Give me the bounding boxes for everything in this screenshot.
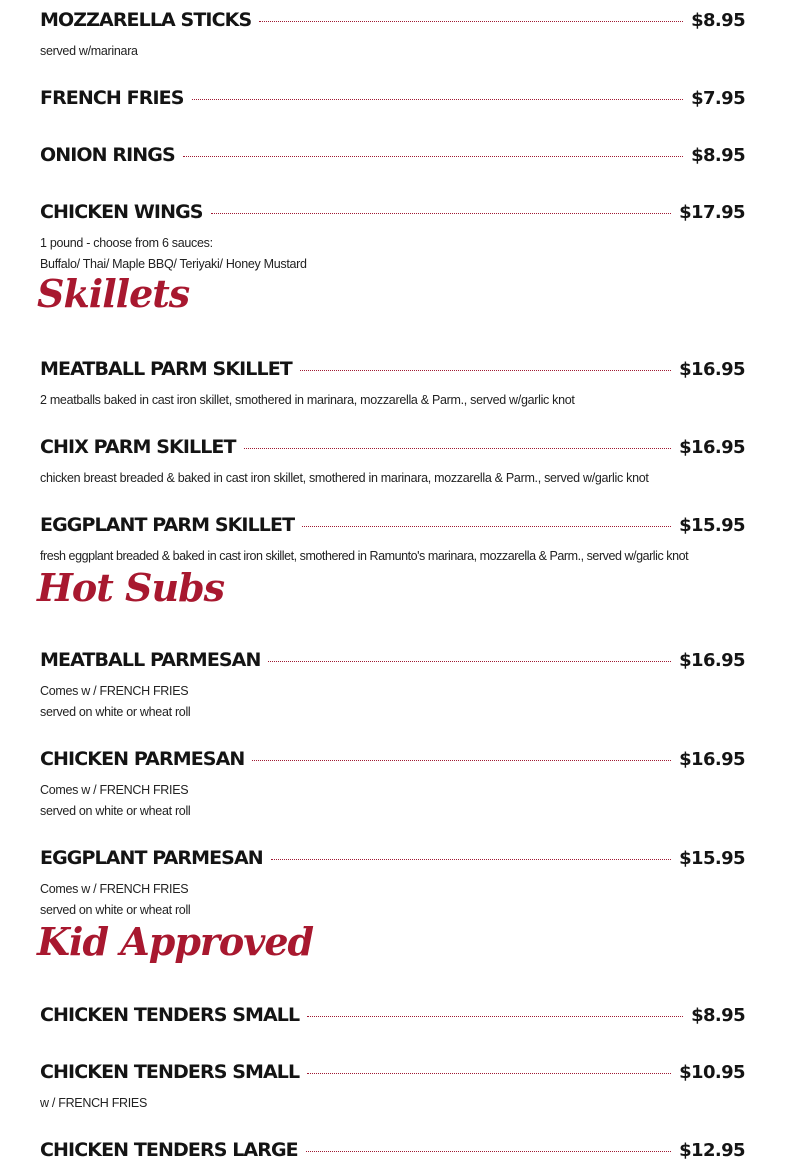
item-description [40,681,745,723]
item-name: ONION RINGS [40,144,175,166]
item-price: $16.95 [679,748,745,770]
item-price: $8.95 [691,144,745,166]
dotted-leader [252,760,671,761]
menu-item-chicken-tenders-small-fries [40,1058,745,1086]
description-line: 1 pound - choose from 6 sauces: [40,236,213,250]
menu-item-eggplant-parmesan [40,844,745,872]
description-line: Comes w / FRENCH FRIES [40,684,189,698]
menu-item-chicken-parmesan [40,745,745,773]
menu-item-eggplant-parm-skillet [40,511,745,539]
item-description [40,468,745,489]
item-name: CHIX PARM SKILLET [40,436,236,458]
item-name: FRENCH FRIES [40,87,184,109]
item-price: $15.95 [679,847,745,869]
item-price: $8.95 [691,9,745,31]
item-description [40,41,745,62]
menu-item-mozzarella-sticks [40,6,745,34]
item-name: MOZZARELLA STICKS [40,9,252,31]
dotted-leader [244,448,672,449]
item-price: $12.95 [679,1139,745,1161]
menu-item-chicken-tenders-small [40,1001,745,1029]
item-description [40,879,745,921]
menu-item-french-fries [40,84,745,112]
item-name: MEATBALL PARMESAN [40,649,261,671]
item-price: $16.95 [679,358,745,380]
dotted-leader [211,213,672,214]
item-description [40,780,745,822]
dotted-leader [271,859,671,860]
description-line: 2 meatballs baked in cast iron skillet, smothered in marinara, mozzarella & Parm., served w/garlic knot [40,393,575,407]
item-name: MEATBALL PARM SKILLET [40,358,292,380]
item-name: CHICKEN TENDERS LARGE [40,1139,298,1161]
section-title-hot-subs: Hot Subs [37,565,225,610]
menu-item-chix-parm-skillet [40,433,745,461]
item-price: $16.95 [679,649,745,671]
item-description [40,390,745,411]
item-price: $16.95 [679,436,745,458]
description-line: served on white or wheat roll [40,804,191,818]
description-line: served on white or wheat roll [40,903,191,917]
menu-item-meatball-parmesan [40,646,745,674]
dotted-leader [268,661,671,662]
description-line: Comes w / FRENCH FRIES [40,882,189,896]
description-line: fresh eggplant breaded & baked in cast iron skillet, smothered in Ramunto's marinara, mozzarella & Parm., served w/garlic knot [40,549,689,563]
item-name: EGGPLANT PARMESAN [40,847,263,869]
description-line: Comes w / FRENCH FRIES [40,783,189,797]
dotted-leader [183,156,683,157]
description-line: w / FRENCH FRIES [40,1096,148,1110]
item-name: CHICKEN TENDERS SMALL [40,1061,300,1083]
dotted-leader [192,99,684,100]
item-price: $8.95 [691,1004,745,1026]
item-name: EGGPLANT PARM SKILLET [40,514,295,536]
item-name: CHICKEN WINGS [40,201,203,223]
item-price: $15.95 [679,514,745,536]
item-price: $10.95 [679,1061,745,1083]
item-price: $17.95 [679,201,745,223]
item-name: CHICKEN PARMESAN [40,748,245,770]
dotted-leader [306,1151,671,1152]
description-line: served w/marinara [40,44,138,58]
dotted-leader [259,21,683,22]
item-description [40,233,745,275]
dotted-leader [302,526,671,527]
menu-item-onion-rings [40,141,745,169]
menu-item-meatball-parm-skillet [40,355,745,383]
description-line: Buffalo/ Thai/ Maple BBQ/ Teriyaki/ Honey Mustard [40,257,307,271]
dotted-leader [307,1073,671,1074]
dotted-leader [307,1016,683,1017]
dotted-leader [300,370,671,371]
section-title-kid-approved: Kid Approved [37,919,314,964]
item-description [40,1093,745,1114]
menu-item-chicken-tenders-large [40,1136,745,1164]
menu-item-chicken-wings [40,198,745,226]
item-price: $7.95 [691,87,745,109]
description-line: chicken breast breaded & baked in cast iron skillet, smothered in marinara, mozzarella & Parm., served w/garlic knot [40,471,649,485]
item-name: CHICKEN TENDERS SMALL [40,1004,300,1026]
item-description [40,546,745,567]
section-title-skillets: Skillets [37,271,190,316]
description-line: served on white or wheat roll [40,705,191,719]
